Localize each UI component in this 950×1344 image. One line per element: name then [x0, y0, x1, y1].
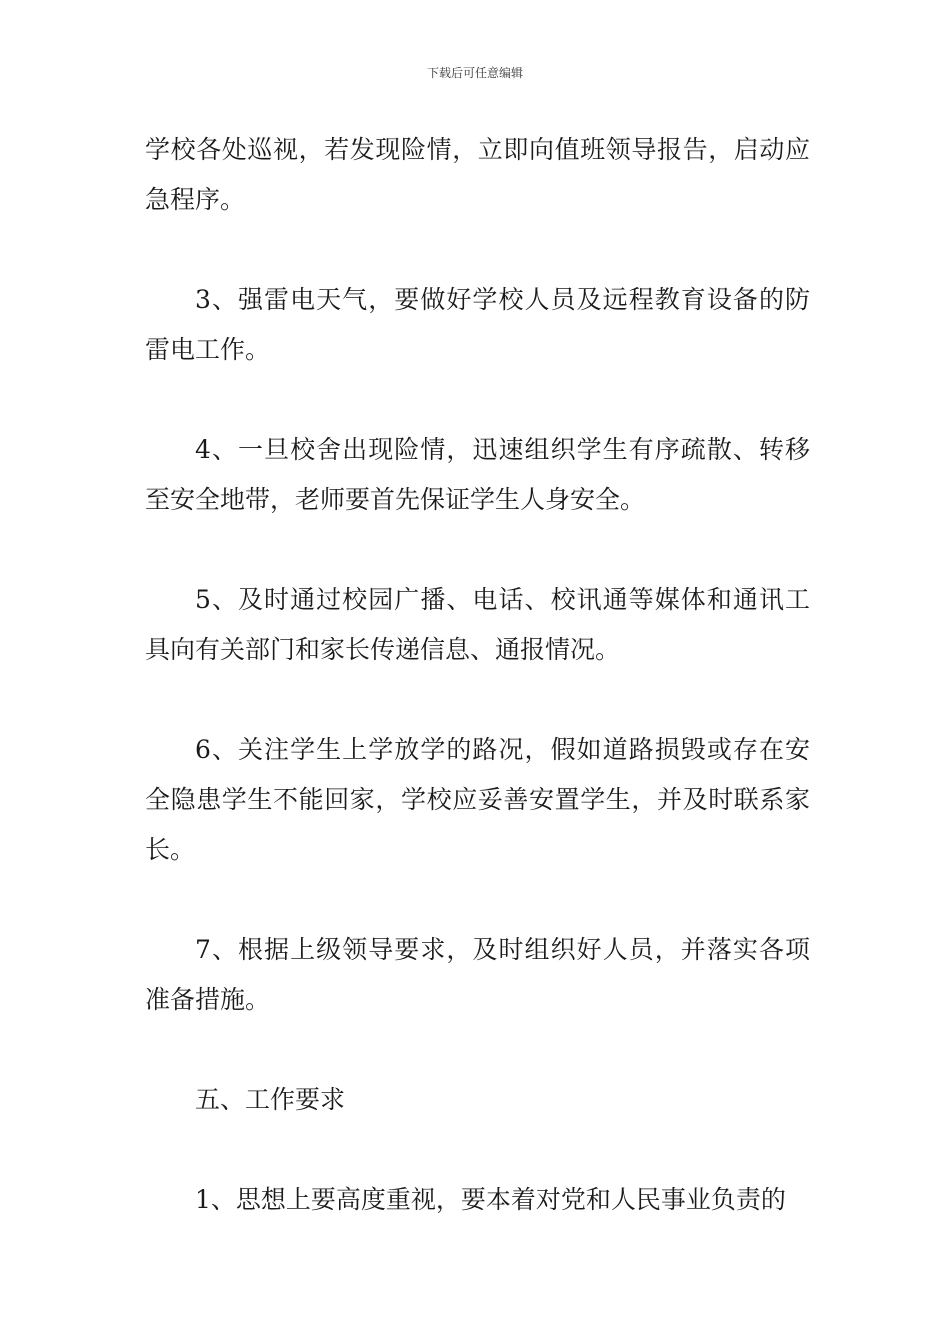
paragraph-item-5: 5、及时通过校园广播、电话、校讯通等媒体和通讯工具向有关部门和家长传递信息、通报情况。 [145, 585, 810, 664]
paragraph-item-4: 4、一旦校舍出现险情，迅速组织学生有序疏散、转移至安全地带，老师要首先保证学生人身安全。 [145, 435, 810, 514]
paragraph-item-6: 6、关注学生上学放学的路况，假如道路损毁或存在安全隐患学生不能回家，学校应妥善安置学生，并及时联系家长。 [145, 735, 810, 864]
section-heading-work-requirements: 五、工作要求 [195, 1085, 346, 1114]
paragraph-continuation: 学校各处巡视，若发现险情，立即向值班领导报告，启动应急程序。 [145, 135, 810, 214]
paragraph-requirement-1: 1、思想上要高度重视，要本着对党和人民事业负责的 [195, 1185, 786, 1214]
page-header-note: 下载后可任意编辑 [426, 66, 523, 80]
document-body [145, 125, 810, 1275]
paragraph-item-7: 7、根据上级领导要求，及时组织好人员，并落实各项准备措施。 [145, 935, 810, 1014]
paragraph-item-3: 3、强雷电天气，要做好学校人员及远程教育设备的防雷电工作。 [145, 285, 810, 364]
